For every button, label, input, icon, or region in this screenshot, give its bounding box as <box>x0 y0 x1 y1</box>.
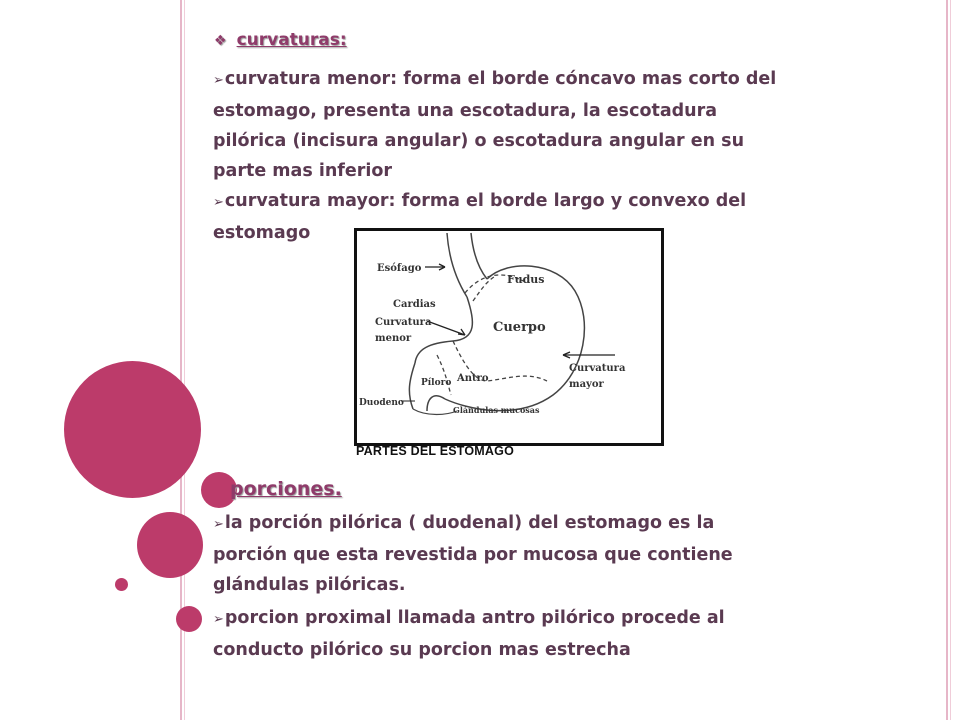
decorative-circle-large <box>64 361 201 498</box>
label-duodeno: Duodeno <box>359 398 404 408</box>
label-curvatura-mayor-1: Curvatura <box>569 363 626 374</box>
label-piloro: Píloro <box>421 378 452 388</box>
stomach-diagram-drawing <box>357 231 661 443</box>
label-curvatura-mayor-2: mayor <box>569 379 604 390</box>
bullet-curvatura-menor <box>213 64 793 186</box>
decorative-circle-small <box>176 606 202 632</box>
bullet-porcion-pilorica <box>213 508 793 600</box>
diagram-caption: PARTES DEL ESTOMAGO <box>356 444 514 458</box>
arrow-bullet-icon: ➢ <box>213 612 224 627</box>
bullet-text: curvatura menor: forma el borde cóncavo mas corto del estomago, presenta una escotadura, la escotadura pilórica (incisura angular) o escotadura angular en su parte mas inferior <box>213 69 777 181</box>
bullet-text: la porción pilórica ( duodenal) del estomago es la porción que esta revestida por mucosa que contiene glándulas pilóricas. <box>213 513 733 595</box>
decorative-circle-dot <box>115 578 128 591</box>
arrow-bullet-icon: ➢ <box>213 517 224 532</box>
arrow-bullet-icon: ➢ <box>213 195 224 210</box>
bullet-text: curvatura mayor: forma el borde largo y convexo del estomago <box>213 191 747 243</box>
arrow-bullet-icon: ➢ <box>213 73 224 88</box>
label-glandulas: Glándulas mucosas <box>453 405 540 415</box>
heading-porciones: porciones. <box>230 478 342 500</box>
decorative-circle-medium <box>137 512 203 578</box>
label-cardias: Cardias <box>393 299 436 310</box>
frame-line-right <box>946 0 948 720</box>
label-esofago: Esófago <box>377 263 422 274</box>
heading-curvaturas <box>214 30 347 50</box>
bullet-porcion-proximal <box>213 603 793 665</box>
label-curvatura-menor-1: Curvatura <box>375 317 432 328</box>
label-fudus: Fudus <box>507 273 545 286</box>
diamond-bullet-icon: ❖ <box>214 33 227 49</box>
label-cuerpo: Cuerpo <box>493 320 546 335</box>
frame-line-right-inner <box>950 0 951 720</box>
stomach-diagram <box>354 228 664 446</box>
bullet-text: porcion proximal llamada antro pilórico procede al conducto pilórico su porcion mas estrecha <box>213 608 725 660</box>
heading-curvaturas-text: curvaturas: <box>236 30 347 50</box>
label-antro: Antro <box>457 373 489 384</box>
label-curvatura-menor-2: menor <box>375 333 412 344</box>
